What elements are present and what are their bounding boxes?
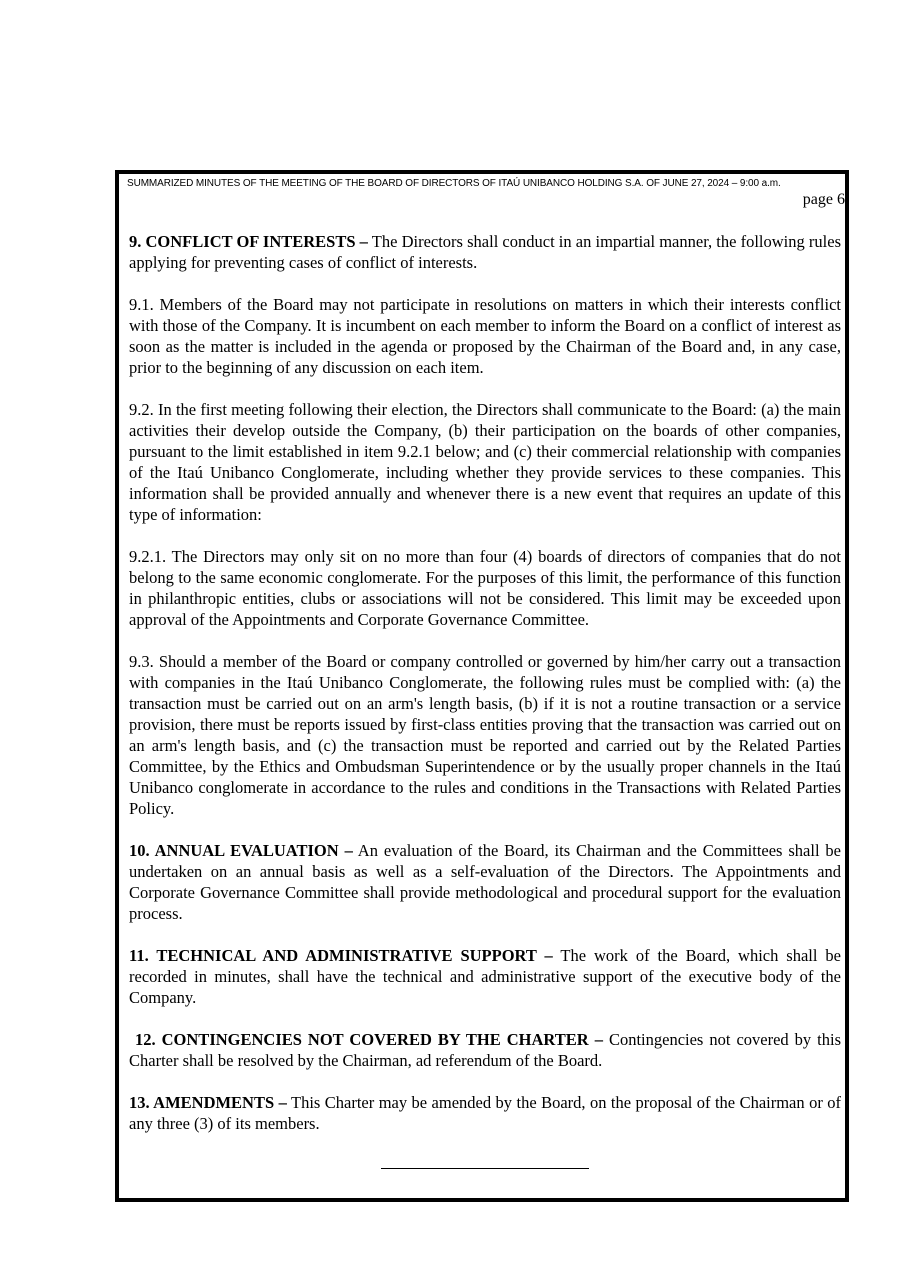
section-9-2: 9.2. In the first meeting following their election, the Directors shall communicate to the Board: (a) the main activities their develop outside the Company, (b) their participation on the boards of other companies, pursuant to the limit established in item 9.2.1 below; and (c) their commercial relationship with companies of the Itaú Unibanco Conglomerate, including whether they provide services to these companies. This information shall be provided annually and whenever there is a new event that requires an update of this type of information: xyxy=(129,400,841,524)
section-10-heading: 10. ANNUAL EVALUATION – xyxy=(129,841,353,860)
page-number: page 6 xyxy=(802,191,845,208)
section-9-text: The Directors shall conduct in an impartial manner, the following rules applying for preventing cases of conflict of interests. xyxy=(129,232,841,272)
section-12-heading: 12. CONTINGENCIES NOT COVERED BY THE CHARTER – xyxy=(129,1030,603,1049)
section-11 xyxy=(129,945,841,1008)
section-12-text: Contingencies not covered by this Charter shall be resolved by the Chairman, ad referendum of the Board. xyxy=(129,1030,846,1070)
section-13 xyxy=(129,1092,841,1134)
section-9-1: 9.1. Members of the Board may not participate in resolutions on matters in which their interests conflict with those of the Company. It is incumbent on each member to inform the Board on a conflict of interest as soon as the matter is included in the agenda or proposed by the Chairman of the Board and, in any case, prior to the beginning of any discussion on each item. xyxy=(129,295,841,377)
section-10 xyxy=(129,840,841,924)
section-12 xyxy=(129,1029,846,1071)
closing-divider xyxy=(381,1168,589,1169)
minutes-header: SUMMARIZED MINUTES OF THE MEETING OF THE BOARD OF DIRECTORS OF ITAÚ UNIBANCO HOLDING S.A. OF JUNE 27, 2024 – 9:00 a.m. xyxy=(127,178,781,189)
section-9 xyxy=(129,231,841,273)
section-11-heading: 11. TECHNICAL AND ADMINISTRATIVE SUPPORT – xyxy=(129,946,553,965)
section-9-2-1: 9.2.1. The Directors may only sit on no more than four (4) boards of directors of companies that do not belong to the same economic conglomerate. For the purposes of this limit, the performance of this function in philanthropic entities, clubs or associations will not be considered. This limit may be exceeded upon approval of the Appointments and Corporate Governance Committee. xyxy=(129,547,841,629)
section-9-3: 9.3. Should a member of the Board or company controlled or governed by him/her carry out a transaction with companies in the Itaú Unibanco Conglomerate, the following rules must be complied with: (a) the transaction must be carried out on an arm's length basis, (b) if it is not a routine transaction or a service provision, there must be reports issued by first-class entities proving that the transaction was carried out on an arm's length basis, and (c) the transaction must be reported and carried out by the Related Parties Committee, by the Ethics and Ombudsman Superintendence or by the usually proper channels in the Itaú Unibanco conglomerate in accordance to the rules and conditions in the Transactions with Related Parties Policy. xyxy=(129,652,841,818)
document-body xyxy=(129,231,846,1155)
section-13-heading: 13. AMENDMENTS – xyxy=(129,1093,287,1112)
section-9-heading: 9. CONFLICT OF INTERESTS – xyxy=(129,232,368,251)
section-13-text: This Charter may be amended by the Board, on the proposal of the Chairman or of any three (3) of its members. xyxy=(129,1093,842,1133)
section-11-text: The work of the Board, which shall be recorded in minutes, shall have the technical and administrative support of the executive body of the Company. xyxy=(129,946,841,1007)
section-10-text: An evaluation of the Board, its Chairman and the Committees shall be undertaken on an annual basis as well as a self-evaluation of the Directors. The Appointments and Corporate Governance Committee shall provide methodological and procedural support for the evaluation process. xyxy=(129,841,841,923)
document-frame xyxy=(115,170,849,1202)
